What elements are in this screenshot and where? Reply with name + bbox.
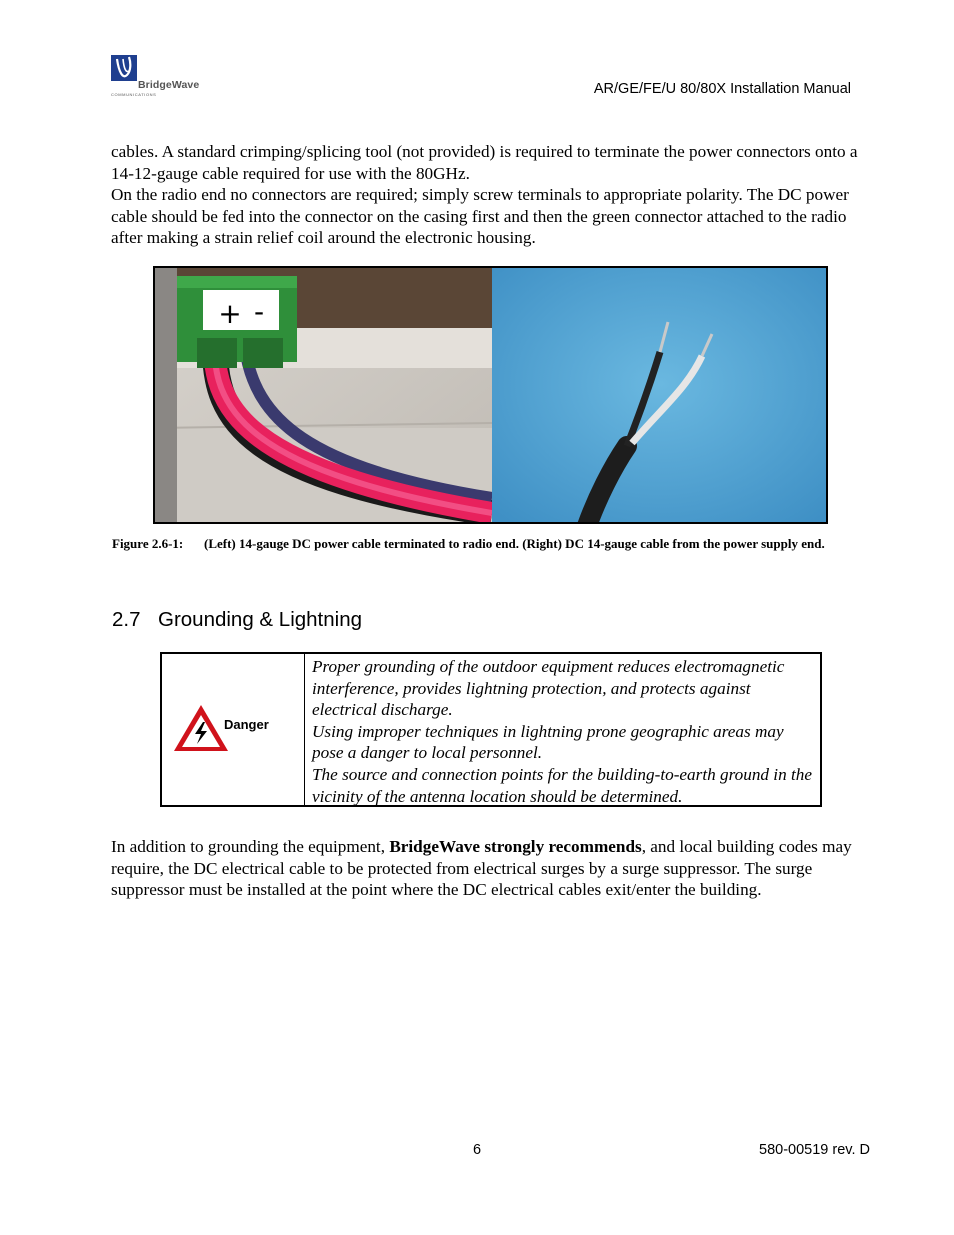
- surge-suppressor-paragraph: [111, 836, 871, 901]
- danger-text-2: Using improper techniques in lightning prone geographic areas may pose a danger to local personnel.: [312, 721, 784, 763]
- lightning-warning-icon: [171, 702, 231, 754]
- danger-icon-cell: [162, 654, 305, 805]
- figure-caption-text: (Left) 14-gauge DC power cable terminated to radio end. (Right) DC 14-gauge cable from the power supply end.: [204, 536, 825, 551]
- closing-bold-text: BridgeWave strongly recommends: [389, 837, 642, 856]
- section-heading: [112, 608, 362, 632]
- document-revision: 580-00519 rev. D: [759, 1142, 870, 1158]
- danger-notice-box: [160, 652, 822, 807]
- danger-text: [312, 656, 817, 807]
- logo-text: BridgeWave: [138, 79, 200, 91]
- closing-text-end: , and local building codes may require, the DC electrical cable to be protected from electrical surges by a surge suppressor. The surge suppressor must be installed at the point where the DC electrical cables exit/enter the building.: [111, 837, 852, 900]
- figure-caption-label: Figure 2.6-1:: [112, 536, 184, 551]
- intro-paragraph: [111, 141, 871, 249]
- figure-photos: [153, 266, 828, 524]
- bridgewave-logo: [111, 55, 211, 100]
- page-number: 6: [473, 1142, 482, 1158]
- plus-symbol: +: [218, 297, 242, 330]
- danger-text-3: The source and connection points for the building-to-earth ground in the vicinity of the antenna location should be determined.: [312, 764, 812, 806]
- section-number: 2.7: [112, 608, 141, 631]
- danger-text-1: Proper grounding of the outdoor equipment reduces electromagnetic interference, provides lightning protection, and protects against electrical discharge.: [312, 657, 785, 720]
- radio-end-cable-photo: [155, 268, 492, 524]
- power-supply-end-cable-photo: [492, 268, 828, 524]
- minus-symbol: -: [253, 295, 265, 328]
- section-title: Grounding & Lightning: [158, 608, 363, 631]
- logo-subtext: COMMUNICATIONS: [111, 92, 157, 97]
- header-title: AR/GE/FE/U 80/80X Installation Manual: [593, 81, 851, 97]
- closing-text-start: In addition to grounding the equipment,: [111, 837, 390, 856]
- intro-line-1: cables. A standard crimping/splicing tool (not provided) is required to terminate the power connectors onto a 14-12-gauge cable required for use with the 80GHz.: [111, 142, 858, 183]
- intro-line-2: On the radio end no connectors are required; simply screw terminals to appropriate polarity. The DC power cable should be fed into the connector on the casing first and then the green connector attached to the radio after making a strain relief coil around the electronic housing.: [111, 185, 849, 248]
- danger-label: Danger: [224, 717, 269, 732]
